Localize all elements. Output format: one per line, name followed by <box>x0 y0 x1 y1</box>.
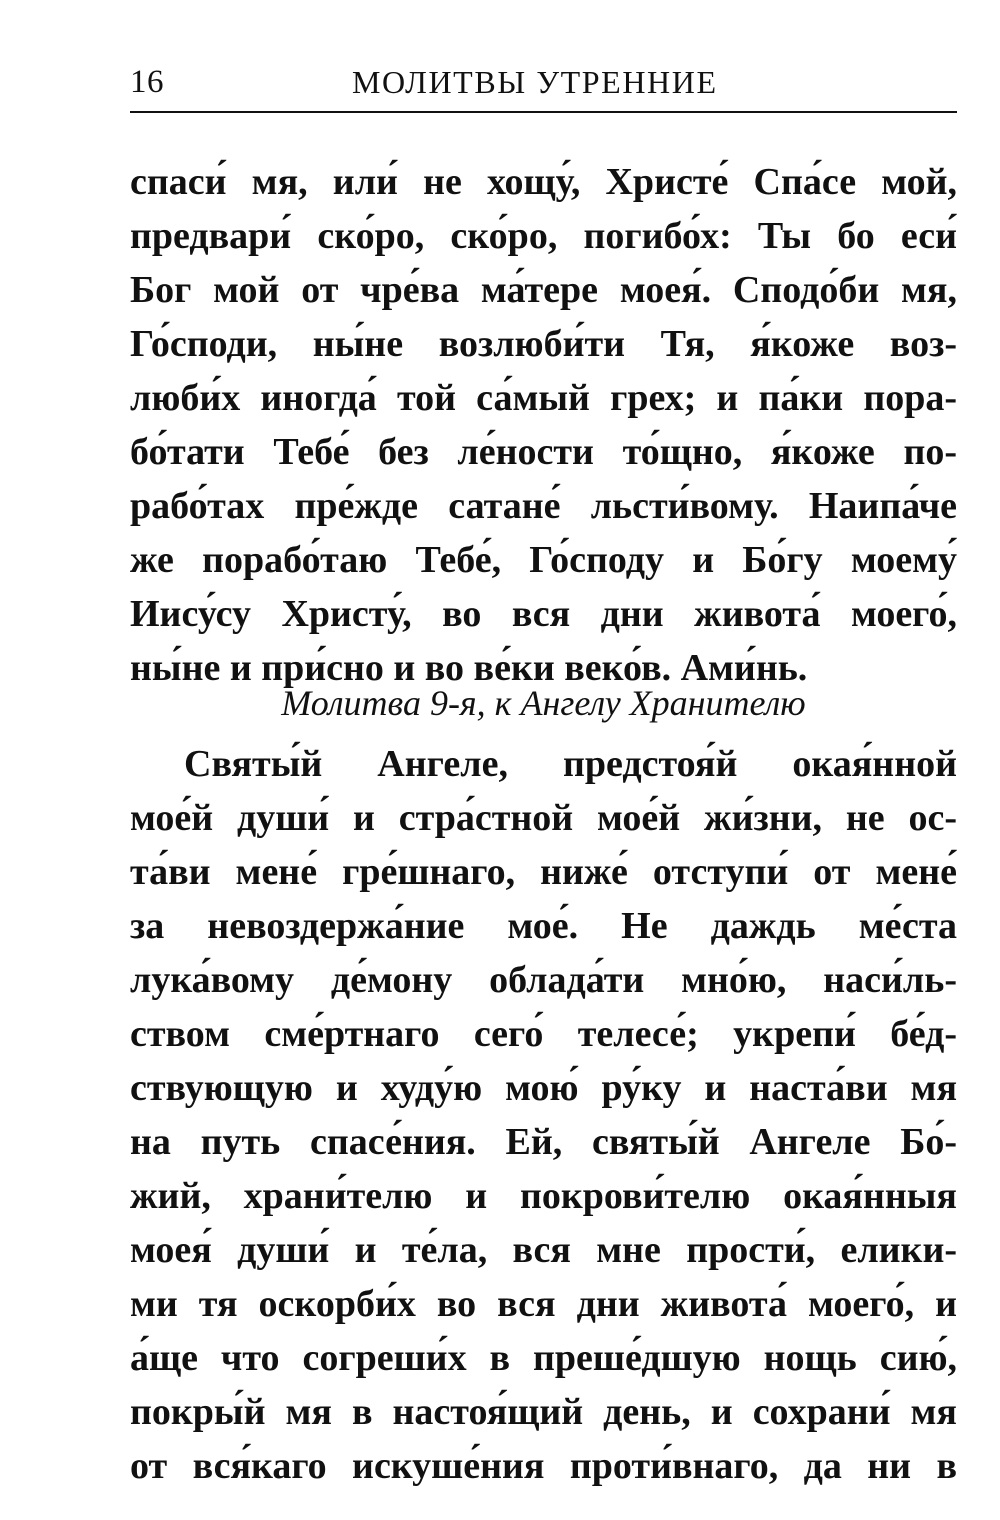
text-line: ны́не и при́сно и во ве́ки веко́в. Ами́нь. <box>130 647 808 689</box>
text-line: ством сме́ртнаго сего́ телесе́; укрепи́ бе́д- <box>130 1013 957 1055</box>
text-line: предвари́ ско́ро, ско́ро, погибо́х: Ты бо еси́ <box>130 215 957 257</box>
header-rule <box>130 111 957 113</box>
prayer-heading: Молитва 9-я, к Ангелу Хранителю <box>281 683 806 723</box>
text-line: Бог мой от чре́ва ма́тере моея́. Сподо́би мя, <box>130 269 957 311</box>
text-line: на путь спасе́ния. Ей, святы́й Ангеле Бо́- <box>130 1121 957 1163</box>
text-line: жий, храни́телю и покрови́телю окая́нныя <box>130 1175 957 1217</box>
text-line: ми тя оскорби́х во вся дни живота́ моего́, и <box>130 1283 957 1325</box>
text-line: Иису́су Христу́, во вся дни живота́ моего́, <box>130 593 957 635</box>
running-head <box>130 58 957 114</box>
text-line: Святы́й Ангеле, предстоя́й окая́нной <box>184 743 957 785</box>
page-number: 16 <box>130 64 164 100</box>
continued-prayer-text <box>130 155 957 695</box>
text-line: же порабо́таю Тебе́, Го́споду и Бо́гу моему́ <box>130 539 957 581</box>
text-line: мое́й души́ и стра́стной мое́й жи́зни, не ос- <box>130 797 957 839</box>
text-line: за невоздержа́ние мое́. Не даждь ме́ста <box>130 905 957 947</box>
text-line: моея́ души́ и те́ла, вся мне прости́, елики- <box>130 1229 957 1271</box>
text-line: покры́й мя в настоя́щий день, и сохрани́ мя <box>130 1391 957 1433</box>
text-line: Го́споди, ны́не возлюби́ти Тя, я́коже воз- <box>130 323 957 365</box>
text-line: а́ще что согреши́х в преше́дшую нощь сию́, <box>130 1337 957 1379</box>
prayer-9-text <box>130 737 957 1493</box>
text-line: лука́вому де́мону облада́ти мно́ю, наси́ль- <box>130 959 957 1001</box>
text-line: ствующую и худу́ю мою́ ру́ку и наста́ви мя <box>130 1067 957 1109</box>
text-line: люби́х иногда́ той са́мый грех; и па́ки пора- <box>130 377 957 419</box>
text-line: спаси́ мя, или́ не хощу́, Христе́ Спа́се мой, <box>130 161 957 203</box>
running-title: МОЛИТВЫ УТРЕННИЕ <box>352 64 718 100</box>
text-line: та́ви мене́ гре́шнаго, ниже́ отступи́ от мене́ <box>130 851 957 893</box>
text-line: рабо́тах пре́жде сатане́ льсти́вому. Наипа́че <box>130 485 957 527</box>
text-line: бо́тати Тебе́ без ле́ности то́щно, я́коже по- <box>130 431 957 473</box>
text-line: от вся́каго искуше́ния проти́внаго, да ни в <box>130 1445 957 1487</box>
